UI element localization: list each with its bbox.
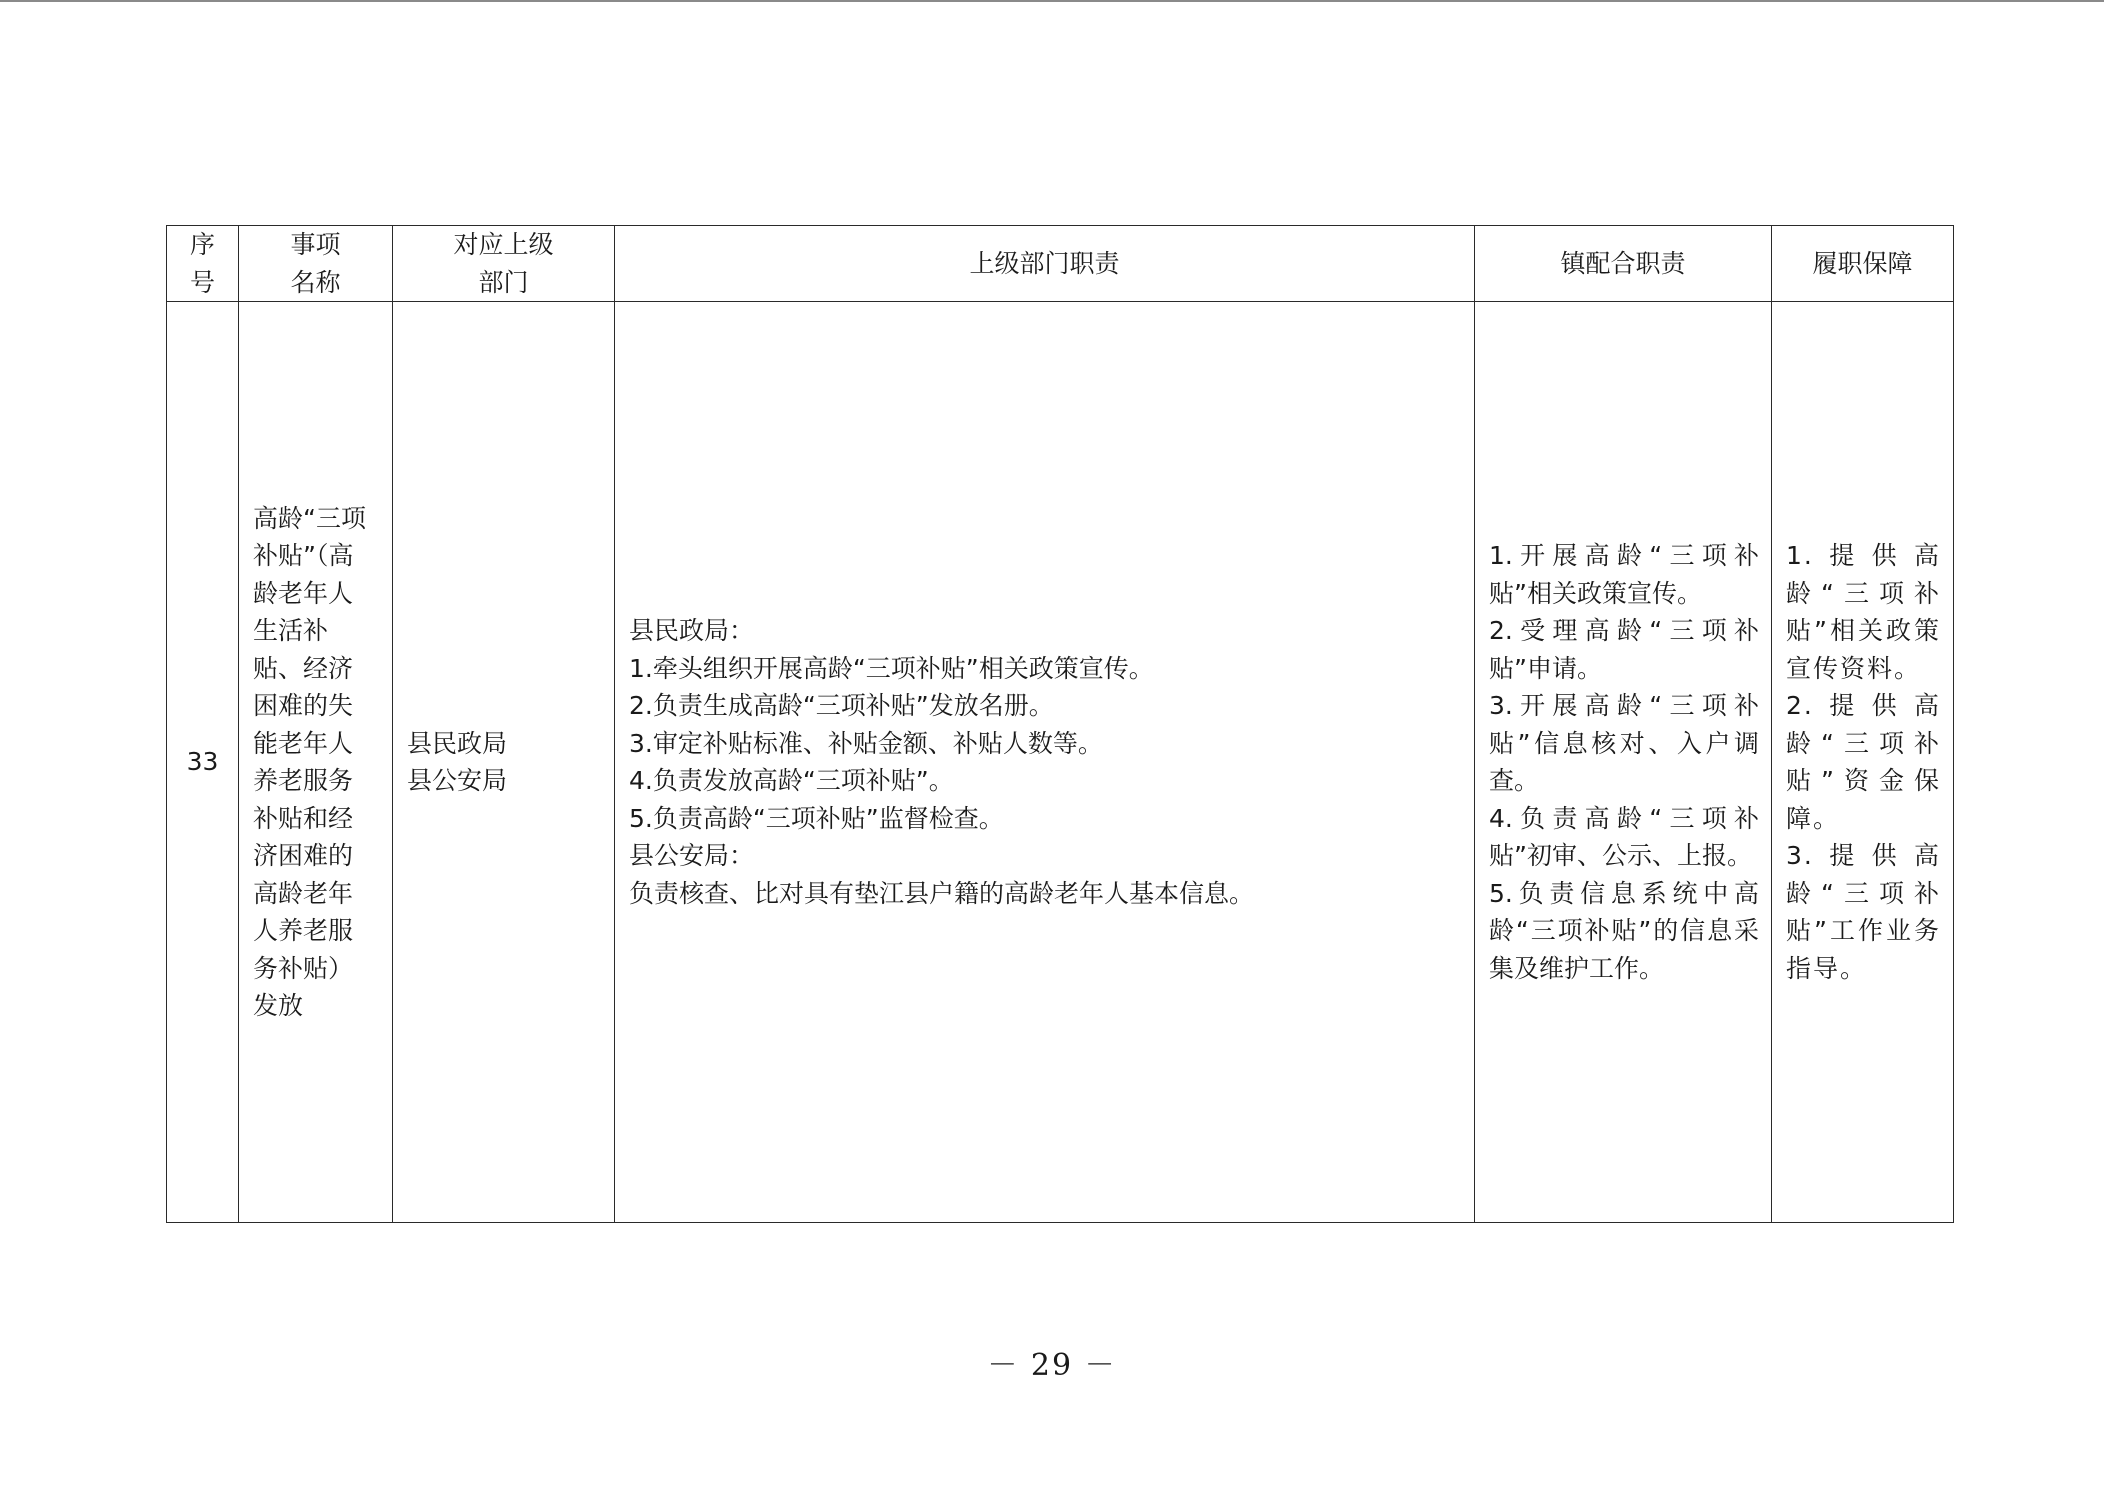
town-duty-line: 3.开展高龄“三项补贴”信息核对、入户调查。 xyxy=(1489,691,1759,795)
duty-table xyxy=(166,225,1954,1223)
top-border-rule xyxy=(0,0,2104,2)
upper-duty-line: 5.负责高龄“三项补贴”监督检查。 xyxy=(629,803,1004,833)
header-seq-line-2: 号 xyxy=(189,267,215,297)
header-upper-dept xyxy=(393,226,615,302)
row-guarantee-cell xyxy=(1772,302,1954,1223)
header-item-name xyxy=(239,226,393,302)
upper-duties-list xyxy=(615,612,1474,912)
town-duty-line: 1.开展高龄“三项补贴”相关政策宣传。 xyxy=(1489,541,1759,608)
guarantee-line: 3.提供高龄“三项补贴”工作业务指导。 xyxy=(1786,841,1941,983)
upper-duty-line: 3.审定补贴标准、补贴金额、补贴人数等。 xyxy=(629,728,1103,758)
row-upper-duties-cell xyxy=(615,302,1475,1223)
town-duty-line: 5.负责信息系统中高龄“三项补贴”的信息采集及维护工作。 xyxy=(1489,878,1759,983)
guarantee-line: 2.提供高龄“三项补贴”资金保障。 xyxy=(1786,691,1941,833)
town-duty-line: 2.受理高龄“三项补贴”申请。 xyxy=(1489,616,1759,683)
upper-duty-line: 4.负责发放高龄“三项补贴”。 xyxy=(629,766,954,795)
guarantee-line: 1.提供高龄“三项补贴”相关政策宣传资料。 xyxy=(1786,541,1941,683)
upper-duty-line: 负责核查、比对具有垫江县户籍的高龄老年人基本信息。 xyxy=(629,878,1255,908)
dept-item: 县民政局 xyxy=(407,728,508,758)
header-seq-line-1: 序 xyxy=(189,230,215,259)
upper-duty-line: 2.负责生成高龄“三项补贴”发放名册。 xyxy=(629,691,1054,720)
dept-list xyxy=(393,725,614,800)
header-guarantee: 履职保障 xyxy=(1772,226,1954,302)
header-upper-dept-line-1: 对应上级 xyxy=(453,230,554,259)
upper-duty-line: 1.牵头组织开展高龄“三项补贴”相关政策宣传。 xyxy=(629,653,1154,683)
guarantee-list xyxy=(1772,537,1953,987)
upper-duty-line: 县民政局： xyxy=(629,616,755,645)
row-town-duties-cell xyxy=(1475,302,1772,1223)
table-row xyxy=(167,302,1954,1223)
header-item-name-line-1: 事项 xyxy=(290,230,341,259)
table-header-row xyxy=(167,226,1954,302)
header-upper-duties: 上级部门职责 xyxy=(615,226,1475,302)
row-dept-cell xyxy=(393,302,615,1223)
page-number: － 29 － xyxy=(987,1348,1117,1383)
town-duties-list xyxy=(1475,537,1771,987)
town-duty-line: 4.负责高龄“三项补贴”初审、公示、上报。 xyxy=(1489,803,1759,870)
row-seq-cell: 33 xyxy=(167,302,239,1223)
header-upper-dept-line-2: 部门 xyxy=(478,267,529,297)
header-seq xyxy=(167,226,239,302)
item-name-text: 高龄“三项补贴”（高龄老年人生活补贴、经济困难的失能老年人养老服务补贴和经济困难的高龄老年人养老服务补贴）发放 xyxy=(253,503,366,1020)
header-item-name-line-2: 名称 xyxy=(290,267,341,297)
header-town-duties: 镇配合职责 xyxy=(1475,226,1772,302)
upper-duty-line: 县公安局： xyxy=(629,841,755,870)
dept-item: 县公安局 xyxy=(407,766,508,795)
row-item-name-cell xyxy=(239,302,393,1223)
